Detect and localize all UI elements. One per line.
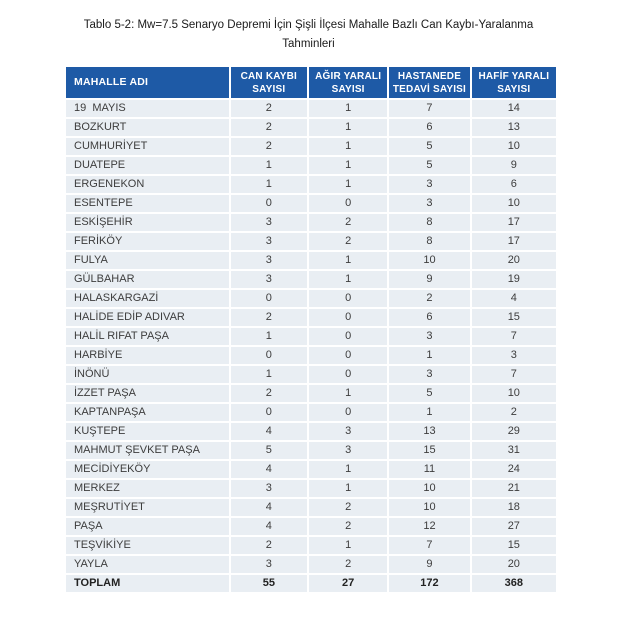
value-cell: 15 (472, 537, 556, 554)
table-row (66, 404, 556, 421)
table-caption-line2: Tahminleri (282, 38, 335, 50)
total-row (66, 575, 556, 592)
mahalle-name-cell: TEŞVİKİYE (66, 537, 229, 554)
value-cell: 1 (309, 119, 387, 136)
value-cell: 7 (389, 100, 469, 117)
value-cell: 2 (231, 100, 307, 117)
value-cell: 3 (389, 176, 469, 193)
value-cell: 6 (389, 119, 469, 136)
table-row (66, 328, 556, 345)
value-cell: 1 (309, 252, 387, 269)
mahalle-name-cell: 19 MAYIS (66, 100, 229, 117)
value-cell: 3 (472, 347, 556, 364)
value-cell: 6 (472, 176, 556, 193)
mahalle-name-cell: HARBİYE (66, 347, 229, 364)
table-row (66, 385, 556, 402)
value-cell: 4 (231, 499, 307, 516)
value-cell: 2 (309, 233, 387, 250)
value-cell: 17 (472, 214, 556, 231)
mahalle-name-cell: MEŞRUTİYET (66, 499, 229, 516)
value-cell: 2 (231, 385, 307, 402)
table-row (66, 233, 556, 250)
value-cell: 1 (309, 157, 387, 174)
value-cell: 29 (472, 423, 556, 440)
value-cell: 0 (309, 309, 387, 326)
value-cell: 3 (389, 195, 469, 212)
value-cell: 27 (472, 518, 556, 535)
value-cell: 3 (231, 556, 307, 573)
table-row (66, 347, 556, 364)
value-cell: 7 (472, 366, 556, 383)
value-cell: 55 (231, 575, 307, 592)
value-cell: 1 (231, 157, 307, 174)
value-cell: 3 (389, 328, 469, 345)
value-cell: 3 (231, 271, 307, 288)
value-cell: 3 (231, 480, 307, 497)
mahalle-name-cell: MECİDİYEKÖY (66, 461, 229, 478)
value-cell: 4 (472, 290, 556, 307)
value-cell: 0 (231, 195, 307, 212)
value-cell: 20 (472, 556, 556, 573)
table-row (66, 214, 556, 231)
value-cell: 1 (231, 366, 307, 383)
table-row (66, 100, 556, 117)
mahalle-name-cell: ERGENEKON (66, 176, 229, 193)
value-cell: 10 (472, 385, 556, 402)
value-cell: 1 (309, 385, 387, 402)
value-cell: 3 (389, 366, 469, 383)
table-row (66, 499, 556, 516)
value-cell: 12 (389, 518, 469, 535)
value-cell: 21 (472, 480, 556, 497)
mahalle-name-cell: ESKİŞEHİR (66, 214, 229, 231)
value-cell: 1 (389, 347, 469, 364)
value-cell: 1 (309, 480, 387, 497)
value-cell: 19 (472, 271, 556, 288)
value-cell: 8 (389, 214, 469, 231)
value-cell: 10 (472, 195, 556, 212)
value-cell: 10 (389, 252, 469, 269)
table-row (66, 119, 556, 136)
table-row (66, 442, 556, 459)
value-cell: 9 (389, 271, 469, 288)
value-cell: 9 (472, 157, 556, 174)
mahalle-name-cell: GÜLBAHAR (66, 271, 229, 288)
table-row (66, 423, 556, 440)
value-cell: 1 (231, 328, 307, 345)
col-header-hafif-yarali: HAFİF YARALI SAYISI (472, 67, 556, 98)
value-cell: 172 (389, 575, 469, 592)
value-cell: 5 (389, 138, 469, 155)
value-cell: 13 (389, 423, 469, 440)
value-cell: 24 (472, 461, 556, 478)
value-cell: 18 (472, 499, 556, 516)
mahalle-name-cell: YAYLA (66, 556, 229, 573)
value-cell: 27 (309, 575, 387, 592)
value-cell: 3 (309, 423, 387, 440)
value-cell: 1 (389, 404, 469, 421)
col-header-agir-yarali: AĞIR YARALI SAYISI (309, 67, 387, 98)
mahalle-name-cell: HALİL RIFAT PAŞA (66, 328, 229, 345)
value-cell: 2 (389, 290, 469, 307)
value-cell: 0 (309, 347, 387, 364)
mahalle-name-cell: MERKEZ (66, 480, 229, 497)
table-row (66, 366, 556, 383)
mahalle-name-cell: KAPTANPAŞA (66, 404, 229, 421)
value-cell: 1 (309, 176, 387, 193)
table-row (66, 290, 556, 307)
value-cell: 2 (231, 119, 307, 136)
value-cell: 6 (389, 309, 469, 326)
value-cell: 0 (309, 195, 387, 212)
value-cell: 2 (231, 309, 307, 326)
value-cell: 3 (231, 252, 307, 269)
table-row (66, 461, 556, 478)
value-cell: 10 (472, 138, 556, 155)
table-caption-line1: Tablo 5-2: Mw=7.5 Senaryo Depremi İçin Şişli İlçesi Mahalle Bazlı Can Kaybı-Yaralanma (83, 19, 534, 31)
value-cell: 0 (231, 347, 307, 364)
table-row (66, 252, 556, 269)
casualty-estimates-table (64, 65, 558, 594)
mahalle-name-cell: HALİDE EDİP ADIVAR (66, 309, 229, 326)
value-cell: 7 (389, 537, 469, 554)
value-cell: 2 (309, 499, 387, 516)
value-cell: 31 (472, 442, 556, 459)
value-cell: 2 (231, 138, 307, 155)
value-cell: 17 (472, 233, 556, 250)
table-row (66, 480, 556, 497)
value-cell: 13 (472, 119, 556, 136)
value-cell: 0 (309, 290, 387, 307)
table-row (66, 537, 556, 554)
mahalle-name-cell: CUMHURİYET (66, 138, 229, 155)
mahalle-name-cell: DUATEPE (66, 157, 229, 174)
value-cell: 368 (472, 575, 556, 592)
value-cell: 4 (231, 461, 307, 478)
value-cell: 10 (389, 499, 469, 516)
value-cell: 1 (231, 176, 307, 193)
value-cell: 9 (389, 556, 469, 573)
value-cell: 20 (472, 252, 556, 269)
value-cell: 5 (231, 442, 307, 459)
value-cell: 3 (231, 214, 307, 231)
mahalle-name-cell: FULYA (66, 252, 229, 269)
table-row (66, 195, 556, 212)
value-cell: 4 (231, 518, 307, 535)
value-cell: 7 (472, 328, 556, 345)
col-header-mahalle-adi: MAHALLE ADI (66, 67, 229, 98)
col-header-can-kaybi: CAN KAYBI SAYISI (231, 67, 307, 98)
value-cell: 1 (309, 461, 387, 478)
mahalle-name-cell: BOZKURT (66, 119, 229, 136)
mahalle-name-cell: ESENTEPE (66, 195, 229, 212)
table-row (66, 176, 556, 193)
value-cell: 8 (389, 233, 469, 250)
value-cell: 1 (309, 271, 387, 288)
value-cell: 11 (389, 461, 469, 478)
value-cell: 3 (309, 442, 387, 459)
mahalle-name-cell: İNÖNÜ (66, 366, 229, 383)
value-cell: 15 (472, 309, 556, 326)
value-cell: 2 (309, 214, 387, 231)
value-cell: 0 (309, 404, 387, 421)
value-cell: 3 (231, 233, 307, 250)
mahalle-name-cell: TOPLAM (66, 575, 229, 592)
value-cell: 2 (472, 404, 556, 421)
mahalle-name-cell: HALASKARGAZİ (66, 290, 229, 307)
value-cell: 1 (309, 138, 387, 155)
table-row (66, 138, 556, 155)
table-row (66, 157, 556, 174)
col-header-hastanede-tedavi: HASTANEDE TEDAVİ SAYISI (389, 67, 469, 98)
value-cell: 5 (389, 157, 469, 174)
value-cell: 5 (389, 385, 469, 402)
table-caption (59, 0, 559, 54)
mahalle-name-cell: MAHMUT ŞEVKET PAŞA (66, 442, 229, 459)
mahalle-name-cell: PAŞA (66, 518, 229, 535)
value-cell: 0 (309, 328, 387, 345)
value-cell: 2 (309, 556, 387, 573)
value-cell: 0 (231, 290, 307, 307)
table-row (66, 518, 556, 535)
value-cell: 15 (389, 442, 469, 459)
value-cell: 1 (309, 537, 387, 554)
table-row (66, 556, 556, 573)
mahalle-name-cell: FERİKÖY (66, 233, 229, 250)
value-cell: 1 (309, 100, 387, 117)
mahalle-name-cell: KUŞTEPE (66, 423, 229, 440)
value-cell: 2 (231, 537, 307, 554)
value-cell: 0 (231, 404, 307, 421)
value-cell: 0 (309, 366, 387, 383)
mahalle-name-cell: İZZET PAŞA (66, 385, 229, 402)
value-cell: 4 (231, 423, 307, 440)
header-row (66, 67, 556, 98)
value-cell: 2 (309, 518, 387, 535)
table-row (66, 271, 556, 288)
table-row (66, 309, 556, 326)
value-cell: 10 (389, 480, 469, 497)
value-cell: 14 (472, 100, 556, 117)
